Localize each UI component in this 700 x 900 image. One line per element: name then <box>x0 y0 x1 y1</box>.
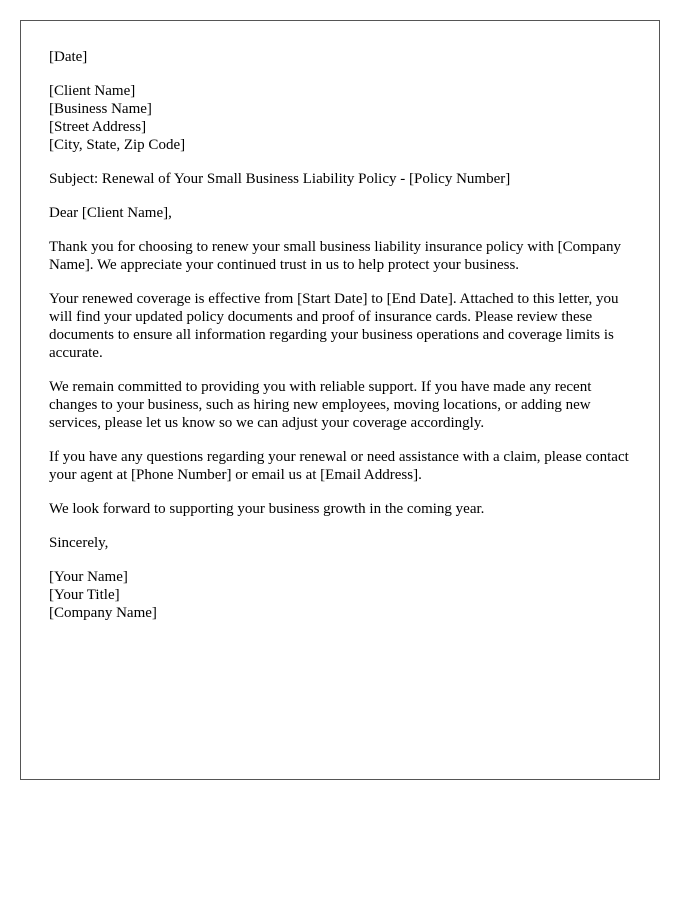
body-paragraph-3: We remain committed to providing you with reliable support. If you have made any recent changes to your business, such as hiring new employees, moving locations, or adding new services, please let us know so we can adjust your coverage accordingly. <box>49 379 592 431</box>
letter-closing: Sincerely, <box>49 535 109 551</box>
letter-salutation: Dear [Client Name], <box>49 205 172 221</box>
salutation <box>49 204 637 222</box>
recipient-address <box>49 82 637 154</box>
letter-date: [Date] <box>49 49 88 65</box>
body-paragraph-1: Thank you for choosing to renew your small business liability insurance policy with [Company Name]. We appreciate your continued trust in us to help protect your business. <box>49 239 621 273</box>
signature-company: [Company Name] <box>49 605 157 621</box>
recipient-street-address: [Street Address] <box>49 119 147 135</box>
subject-line <box>49 170 637 188</box>
letter-body <box>49 48 637 638</box>
body-paragraph-2: Your renewed coverage is effective from [Start Date] to [End Date]. Attached to this letter, you will find your updated policy documents and proof of insurance cards. Please review these documents to ensure all information regarding your business operations and coverage limits is accurate. <box>49 291 619 361</box>
letter-subject: Subject: Renewal of Your Small Business Liability Policy - [Policy Number] <box>49 171 511 187</box>
letter-page <box>20 20 660 780</box>
recipient-business-name: [Business Name] <box>49 101 152 117</box>
signature-block <box>49 568 637 622</box>
closing <box>49 534 637 552</box>
signature-title: [Your Title] <box>49 587 120 603</box>
date-line <box>49 48 637 66</box>
recipient-client-name: [Client Name] <box>49 83 136 99</box>
body-paragraph-5: We look forward to supporting your business growth in the coming year. <box>49 501 485 517</box>
body-paragraph-4: If you have any questions regarding your renewal or need assistance with a claim, please contact your agent at [Phone Number] or email us at [Email Address]. <box>49 449 629 483</box>
recipient-city-state-zip: [City, State, Zip Code] <box>49 137 186 153</box>
signature-name: [Your Name] <box>49 569 128 585</box>
